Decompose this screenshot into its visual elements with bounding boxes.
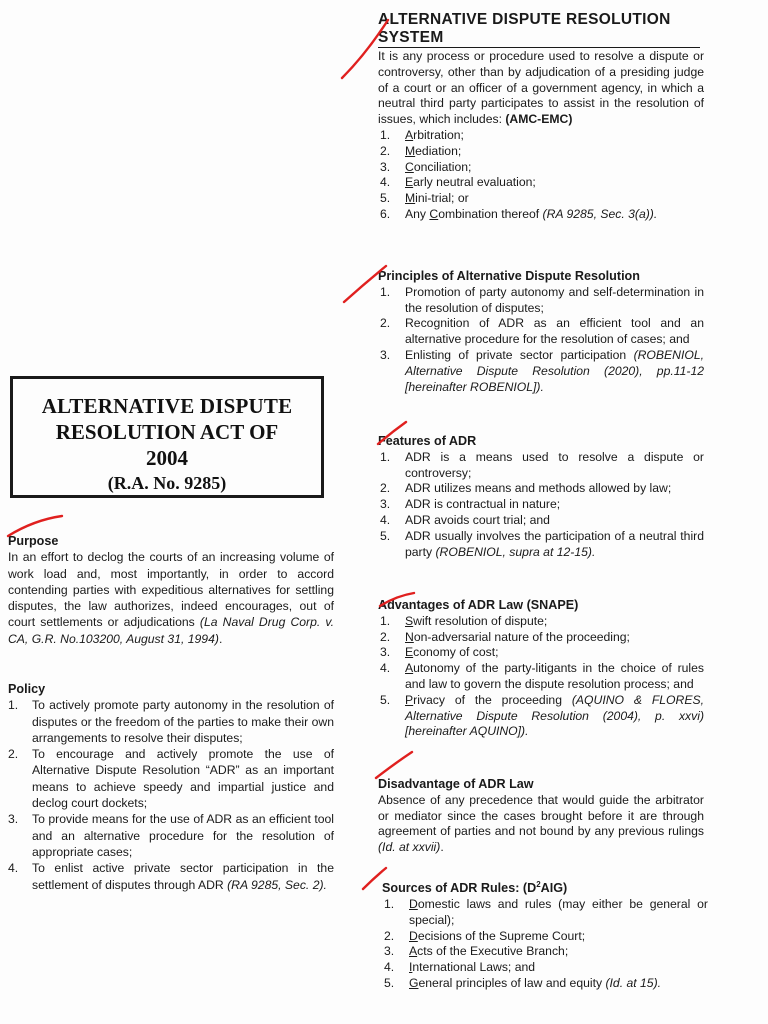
item-number: 2. — [384, 928, 395, 943]
list-item — [378, 207, 704, 223]
list-item — [378, 450, 704, 482]
purpose-heading: Purpose — [8, 534, 59, 548]
item-number: 6. — [380, 206, 391, 221]
item-text: ini-trial; or — [415, 191, 469, 206]
item-initial: E — [405, 175, 414, 190]
policy-list — [8, 697, 334, 893]
list-item — [378, 693, 704, 740]
list-item — [8, 697, 334, 746]
item-number: 2. — [380, 629, 391, 644]
item-initial: C — [429, 206, 439, 221]
list-item — [378, 614, 704, 630]
list-item — [378, 144, 704, 160]
item-initial: E — [405, 645, 414, 660]
sources-heading-sup: 2 — [536, 880, 541, 889]
pen-mark-principles — [336, 262, 396, 308]
list-item — [382, 929, 708, 945]
item-number: 3. — [380, 347, 391, 362]
item-text: ADR utilizes means and methods allowed by law; — [405, 481, 672, 496]
item-number: 5. — [380, 692, 391, 707]
disadvantage-citation: (Id. at xxvii) — [378, 840, 441, 855]
pen-mark-features — [374, 418, 414, 450]
item-number: 3. — [380, 645, 391, 660]
pen-mark-sources — [358, 864, 392, 894]
list-item — [378, 630, 704, 646]
item-number: 4. — [8, 861, 19, 876]
item-citation: (ROBENIOL, Alternative Dispute Resolution (2020), pp.11-12 [hereinafter ROBENIOL]). — [405, 347, 704, 394]
sources-heading-post: AIG) — [540, 881, 568, 896]
item-initial: A — [405, 661, 414, 676]
features-section — [378, 434, 704, 560]
item-text: cts of the Executive Branch; — [417, 944, 569, 959]
definition-mnemonic: (AMC-EMC) — [505, 112, 573, 127]
sources-section — [382, 877, 708, 992]
item-number: 1. — [8, 698, 19, 713]
item-prefix: Any — [405, 206, 430, 221]
disadvantage-heading: Disadvantage of ADR Law — [378, 777, 534, 791]
advantages-list — [378, 614, 704, 740]
item-text: eneral principles of law and equity — [418, 975, 606, 990]
act-title-line-2: RESOLUTION ACT OF — [55, 420, 279, 444]
disadvantage-end: . — [440, 840, 444, 855]
disadvantage-section — [378, 777, 704, 856]
principles-section — [378, 269, 704, 395]
list-item — [378, 497, 704, 513]
item-text: utonomy of the party-litigants in the choice of rules and law to govern the dispute resolution process; and — [405, 661, 704, 691]
list-item — [8, 860, 334, 893]
item-text: wift resolution of dispute; — [413, 613, 548, 628]
item-citation: (RA 9285, Sec. 3(a)). — [542, 206, 658, 221]
item-text: To provide means for the use of ADR as an efficient tool and an alternative procedure for the resolution of appropriate cases; — [32, 812, 334, 859]
sources-list — [382, 897, 708, 992]
list-item — [382, 897, 708, 929]
list-item — [382, 960, 708, 976]
features-heading: Features of ADR — [378, 434, 477, 448]
policy-heading: Policy — [8, 682, 46, 696]
principles-list — [378, 285, 704, 396]
item-number: 1. — [384, 896, 395, 911]
pen-mark-advantages — [376, 590, 420, 612]
item-number: 2. — [8, 747, 19, 762]
item-number: 1. — [380, 127, 391, 142]
list-item — [378, 160, 704, 176]
purpose-citation: (La Naval Drug Corp. v. CA, G.R. No.103200, August 31, 1994) — [8, 615, 334, 646]
pen-mark-disadvantage — [370, 748, 420, 784]
purpose-body: In an effort to declog the courts of an increasing volume of work load and, most importantly, in order to accord contending parties with expeditious alternatives for settling disputes, the law authorizes, indeed encourages, out of court settlements or adjudications — [8, 550, 334, 630]
item-text: ediation; — [415, 143, 462, 158]
item-text: ADR is a means used to resolve a dispute or controversy; — [405, 449, 704, 480]
item-citation: (ROBENIOL, supra at 12-15). — [435, 544, 596, 559]
principles-heading: Principles of Alternative Dispute Resolution — [378, 269, 640, 283]
item-text: rbitration; — [413, 127, 464, 142]
item-number: 2. — [380, 481, 391, 496]
item-number: 4. — [384, 960, 395, 975]
item-number: 5. — [380, 191, 391, 206]
item-text: To enlist active private sector participation in the settlement of disputes through ADR — [32, 861, 334, 892]
purpose-text — [8, 549, 334, 647]
definition-text: It is any process or procedure used to resolve a dispute or controversy, other than by adjudication of a presiding judge of a court or an officer of a government agency, in which a neutral third party participates to assist in the resolution of issues, which includes: — [378, 49, 704, 127]
item-text: To actively promote party autonomy in the resolution of disputes or the freedom of the parties to make their own arrangements to resolve their disputes; — [32, 698, 334, 745]
item-initial: N — [405, 629, 414, 644]
advantages-section — [378, 598, 704, 740]
item-citation: (RA 9285, Sec. 2). — [227, 877, 327, 892]
list-item — [8, 811, 334, 860]
disadvantage-text — [378, 793, 704, 856]
list-item — [378, 191, 704, 207]
item-number: 1. — [380, 449, 391, 464]
act-title-box — [10, 376, 324, 498]
adr-system-title-line-1: ALTERNATIVE DISPUTE RESOLUTION — [378, 11, 671, 28]
item-initial: A — [405, 127, 414, 142]
adr-system-title — [378, 11, 700, 48]
item-initial: D — [409, 896, 418, 911]
item-text: omestic laws and rules (may either be general or special); — [409, 896, 708, 927]
purpose-end: . — [218, 631, 223, 646]
purpose-section — [8, 533, 334, 647]
list-item — [382, 976, 708, 992]
item-text: Enlisting of private sector participation — [405, 347, 634, 362]
item-text: Promotion of party autonomy and self-determination in the resolution of disputes; — [405, 284, 704, 315]
item-text: ombination thereof — [438, 206, 543, 221]
disadvantage-body: Absence of any precedence that would guide the arbitrator or mediator since the cases brought before it are through agreement of parties and not bound by any previous rulings — [378, 792, 704, 839]
item-citation: (Id. at 15). — [605, 975, 662, 990]
item-number: 2. — [380, 143, 391, 158]
list-item — [378, 316, 704, 348]
item-citation: (AQUINO & FLORES, Alternative Dispute Resolution (2004), p. xxvi) [hereinafter AQUINO]). — [405, 692, 704, 739]
list-item — [8, 746, 334, 811]
item-text: ADR avoids court trial; and — [405, 512, 550, 527]
item-text: To encourage and actively promote the use of Alternative Dispute Resolution “ADR” as an important means to achieve speedy and impartial justice and declog court dockets; — [32, 747, 334, 811]
item-initial: C — [405, 159, 414, 174]
item-number: 3. — [380, 497, 391, 512]
list-item — [378, 481, 704, 497]
item-text: ADR usually involves the participation of a neutral third party — [405, 528, 704, 559]
item-initial: A — [409, 944, 418, 959]
item-initial: I — [409, 960, 413, 975]
list-item — [378, 645, 704, 661]
pen-mark-title — [336, 14, 396, 84]
item-text: conomy of cost; — [413, 645, 499, 660]
list-item — [378, 513, 704, 529]
item-number: 5. — [384, 975, 395, 990]
item-number: 2. — [380, 316, 391, 331]
sources-heading-pre: Sources of ADR Rules: (D — [382, 881, 537, 896]
list-item — [378, 661, 704, 693]
policy-section — [8, 681, 334, 893]
pen-mark-purpose — [0, 510, 70, 542]
item-text: nternational Laws; and — [412, 960, 536, 975]
list-item — [378, 128, 704, 144]
item-text: on-adversarial nature of the proceeding; — [413, 629, 630, 644]
features-list — [378, 450, 704, 561]
act-title-line-3: 2004 — [146, 446, 188, 470]
item-number: 4. — [380, 661, 391, 676]
item-initial: S — [405, 613, 414, 628]
adr-system-definition — [378, 49, 704, 128]
item-number: 1. — [380, 284, 391, 299]
item-number: 3. — [380, 159, 391, 174]
item-number: 1. — [380, 613, 391, 628]
adr-system-list — [378, 128, 704, 223]
list-item — [378, 285, 704, 317]
item-text: arly neutral evaluation; — [413, 175, 536, 190]
item-text: ADR is contractual in nature; — [405, 497, 561, 512]
list-item — [378, 348, 704, 395]
item-initial: M — [405, 191, 416, 206]
list-item — [382, 944, 708, 960]
adr-system-section — [378, 11, 704, 223]
item-number: 4. — [380, 175, 391, 190]
item-initial: P — [405, 692, 414, 707]
list-item — [378, 529, 704, 561]
item-text: onciliation; — [413, 159, 472, 174]
adr-system-title-line-2: SYSTEM — [378, 28, 444, 46]
item-number: 5. — [380, 528, 391, 543]
item-number: 3. — [8, 812, 19, 827]
item-initial: G — [409, 975, 419, 990]
item-text: ecisions of the Supreme Court; — [417, 928, 586, 943]
item-initial: D — [409, 928, 418, 943]
act-title-line-4: (R.A. No. 9285) — [107, 473, 227, 493]
list-item — [378, 175, 704, 191]
item-text: rivacy of the proceeding — [413, 692, 572, 707]
item-number: 4. — [380, 512, 391, 527]
act-title-line-1: ALTERNATIVE DISPUTE — [41, 394, 293, 418]
item-text: Recognition of ADR as an efficient tool and an alternative procedure for the resolution of cases; and — [405, 316, 704, 347]
item-number: 3. — [384, 944, 395, 959]
sources-heading — [382, 877, 708, 897]
advantages-heading: Advantages of ADR Law (SNAPE) — [378, 598, 579, 612]
item-initial: M — [405, 143, 416, 158]
